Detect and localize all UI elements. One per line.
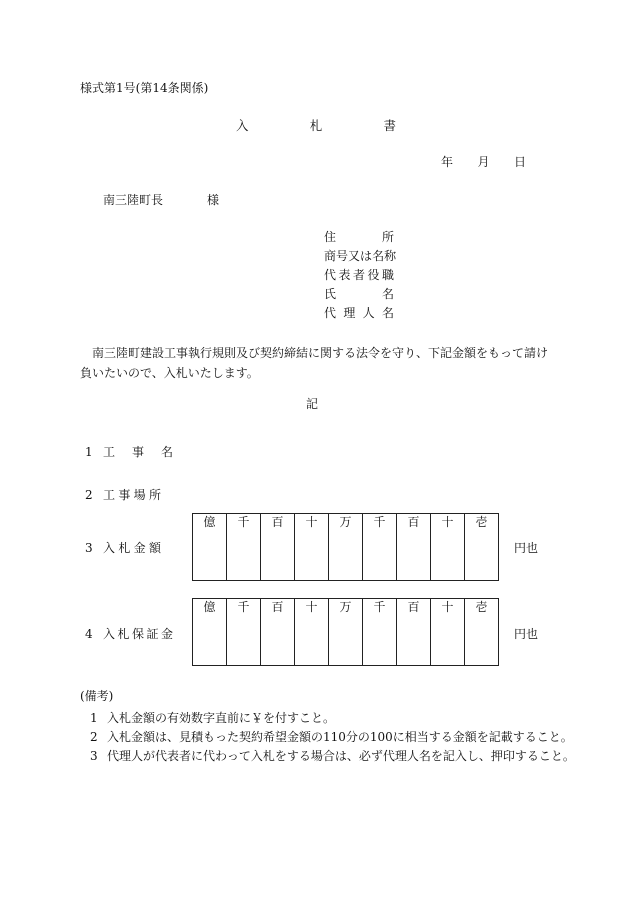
applicant-representative-title-label: 代 表 者 役 職 bbox=[324, 268, 394, 282]
addressee-honorific: 様 bbox=[207, 193, 220, 207]
digit-cell[interactable] bbox=[363, 617, 397, 666]
bid-bond-yen-suffix: 円也 bbox=[514, 627, 539, 641]
digit-header: 壱 bbox=[465, 514, 499, 533]
digit-header: 億 bbox=[193, 514, 227, 533]
applicant-company-label: 商 号 又 は 名 称 bbox=[324, 249, 397, 263]
digit-header: 百 bbox=[397, 599, 431, 618]
ki-heading: 記 bbox=[306, 397, 319, 411]
digit-header: 万 bbox=[329, 514, 363, 533]
digit-cell[interactable] bbox=[329, 617, 363, 666]
digit-header: 十 bbox=[431, 599, 465, 618]
digit-cell[interactable] bbox=[295, 532, 329, 581]
bid-bond-grid bbox=[192, 598, 499, 666]
digit-cell[interactable] bbox=[329, 532, 363, 581]
form-number: 様式第1号(第14条関係) bbox=[80, 81, 209, 95]
date-day-label: 日 bbox=[513, 155, 526, 169]
digit-header: 千 bbox=[227, 514, 261, 533]
digit-header: 百 bbox=[261, 599, 295, 618]
digit-header: 億 bbox=[193, 599, 227, 618]
applicant-address-label: 住 所 bbox=[324, 230, 394, 244]
digit-cell[interactable] bbox=[227, 532, 261, 581]
item-bid-amount: 3 入 札 金 額 bbox=[85, 541, 161, 555]
digit-header: 千 bbox=[363, 514, 397, 533]
digit-header: 百 bbox=[397, 514, 431, 533]
digit-cell[interactable] bbox=[261, 617, 295, 666]
digit-header: 十 bbox=[431, 514, 465, 533]
digit-cell[interactable] bbox=[431, 532, 465, 581]
notes-title: (備考) bbox=[80, 689, 114, 703]
note-item: 1 入札金額の有効数字直前に￥を付すこと。 bbox=[90, 711, 336, 725]
digit-cell[interactable] bbox=[465, 532, 499, 581]
applicant-block bbox=[324, 230, 397, 326]
note-item: 3 代理人が代表者に代わって入札をする場合は、必ず代理人名を記入し、押印すること。 bbox=[90, 749, 575, 763]
date-line bbox=[441, 156, 526, 168]
applicant-agent-name-label: 代 理 人 名 bbox=[324, 306, 394, 320]
digit-header: 千 bbox=[227, 599, 261, 618]
digit-cell[interactable] bbox=[363, 532, 397, 581]
item-construction-site: 2 工 事 場 所 bbox=[85, 488, 161, 502]
bid-amount-grid bbox=[192, 513, 499, 581]
item-bid-bond: 4 入 札 保 証 金 bbox=[85, 627, 173, 641]
digit-header: 万 bbox=[329, 599, 363, 618]
date-year-label: 年 bbox=[441, 155, 454, 169]
digit-cell[interactable] bbox=[397, 532, 431, 581]
note-item: 2 入札金額は、見積もった契約希望金額の110分の100に相当する金額を記載すること。 bbox=[90, 730, 573, 744]
title-char: 書 bbox=[383, 118, 396, 133]
digit-header: 百 bbox=[261, 514, 295, 533]
digit-header: 十 bbox=[295, 599, 329, 618]
addressee-name: 南三陸町長 bbox=[103, 193, 164, 207]
title-char: 入 bbox=[236, 118, 249, 133]
digit-cell[interactable] bbox=[431, 617, 465, 666]
title-char: 札 bbox=[309, 118, 323, 133]
digit-cell[interactable] bbox=[193, 617, 227, 666]
digit-cell[interactable] bbox=[193, 532, 227, 581]
date-month-label: 月 bbox=[477, 155, 490, 169]
digit-cell[interactable] bbox=[397, 617, 431, 666]
digit-cell[interactable] bbox=[227, 617, 261, 666]
bid-statement: 南三陸町建設工事執行規則及び契約締結に関する法令を守り、下記金額をもって請け負いたいので、入札いたします。 bbox=[80, 346, 549, 380]
digit-cell[interactable] bbox=[295, 617, 329, 666]
addressee bbox=[103, 193, 220, 207]
digit-header: 壱 bbox=[465, 599, 499, 618]
digit-header: 千 bbox=[363, 599, 397, 618]
digit-cell[interactable] bbox=[261, 532, 295, 581]
applicant-name-label: 氏 名 bbox=[324, 287, 394, 301]
digit-header: 十 bbox=[295, 514, 329, 533]
digit-cell[interactable] bbox=[465, 617, 499, 666]
bid-amount-yen-suffix: 円也 bbox=[514, 541, 539, 555]
document-title bbox=[236, 120, 396, 133]
item-construction-name: 1 工 事 名 bbox=[85, 445, 173, 459]
